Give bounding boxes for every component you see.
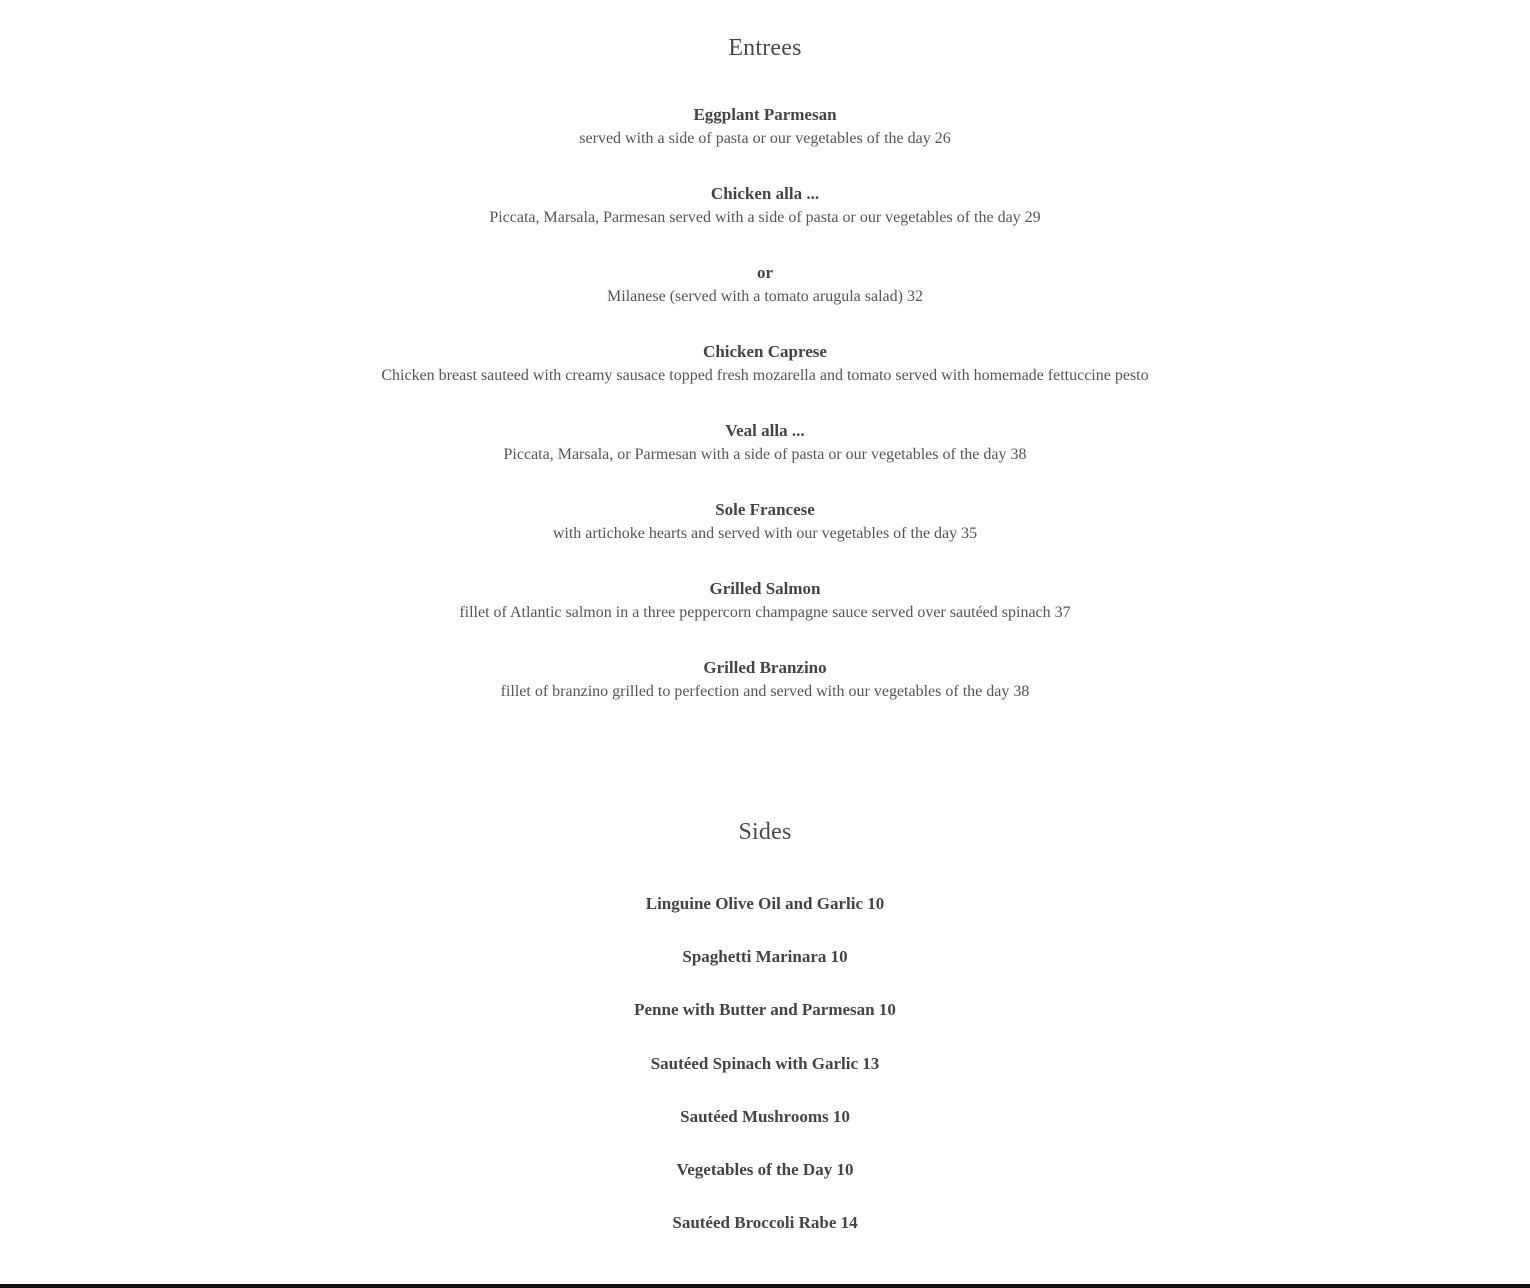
side-item: Vegetables of the Day 10: [676, 1159, 854, 1179]
side-item: Sautéed Mushrooms 10: [680, 1106, 850, 1126]
bottom-divider: [0, 1284, 1530, 1288]
entree-description: Piccata, Marsala, Parmesan served with a side of pasta or our vegetables of the day 29: [489, 209, 1041, 226]
entree-item-milanese: [0, 261, 1530, 340]
entree-description: Milanese (served with a tomato arugula salad) 32: [607, 288, 923, 305]
entree-name: Chicken Caprese: [703, 342, 827, 361]
side-item: Spaghetti Marinara 10: [682, 947, 848, 967]
side-item: Sautéed Broccoli Rabe 14: [672, 1213, 858, 1233]
side-item: Sautéed Spinach with Garlic 13: [650, 1053, 880, 1073]
side-item: Linguine Olive Oil and Garlic 10: [645, 894, 885, 913]
entree-name: Eggplant Parmesan: [693, 105, 837, 124]
entree-list: [0, 103, 1530, 735]
entree-name: Grilled Branzino: [703, 658, 827, 677]
entree-name: Grilled Salmon: [709, 579, 821, 598]
entree-description: with artichoke hearts and served with our vegetables of the day 35: [552, 525, 978, 542]
entree-name: Veal alla ...: [725, 421, 805, 440]
sides-section: [0, 816, 1530, 1264]
entree-item-grilled-salmon: [0, 577, 1530, 656]
entree-name: or: [756, 263, 774, 282]
entree-item-chicken-alla: [0, 182, 1530, 261]
side-list: [0, 892, 1530, 1264]
entree-description: fillet of branzino grilled to perfection and served with our vegetables of the day 38: [500, 683, 1030, 700]
entree-description: Piccata, Marsala, or Parmesan with a side of pasta or our vegetables of the day 38: [503, 446, 1027, 463]
entree-item-grilled-branzino: [0, 656, 1530, 735]
entree-name: Chicken alla ...: [710, 184, 820, 203]
entree-item-eggplant-parmesan: [0, 103, 1530, 182]
entree-description: Chicken breast sauteed with creamy sausace topped fresh mozarella and tomato served with homemade fettuccine pesto: [381, 367, 1149, 384]
entree-description: fillet of Atlantic salmon in a three peppercorn champagne sauce served over sautéed spinach 37: [459, 604, 1071, 621]
entrees-section: [0, 32, 1530, 735]
entree-item-veal-alla: [0, 419, 1530, 498]
side-item: Penne with Butter and Parmesan 10: [634, 1000, 896, 1020]
entree-name: Sole Francese: [715, 500, 815, 519]
entree-item-chicken-caprese: [0, 340, 1530, 419]
sides-title: Sides: [738, 819, 792, 845]
entrees-title: Entrees: [728, 35, 802, 61]
entree-description: served with a side of pasta or our vegetables of the day 26: [579, 130, 951, 147]
entree-item-sole-francese: [0, 498, 1530, 577]
